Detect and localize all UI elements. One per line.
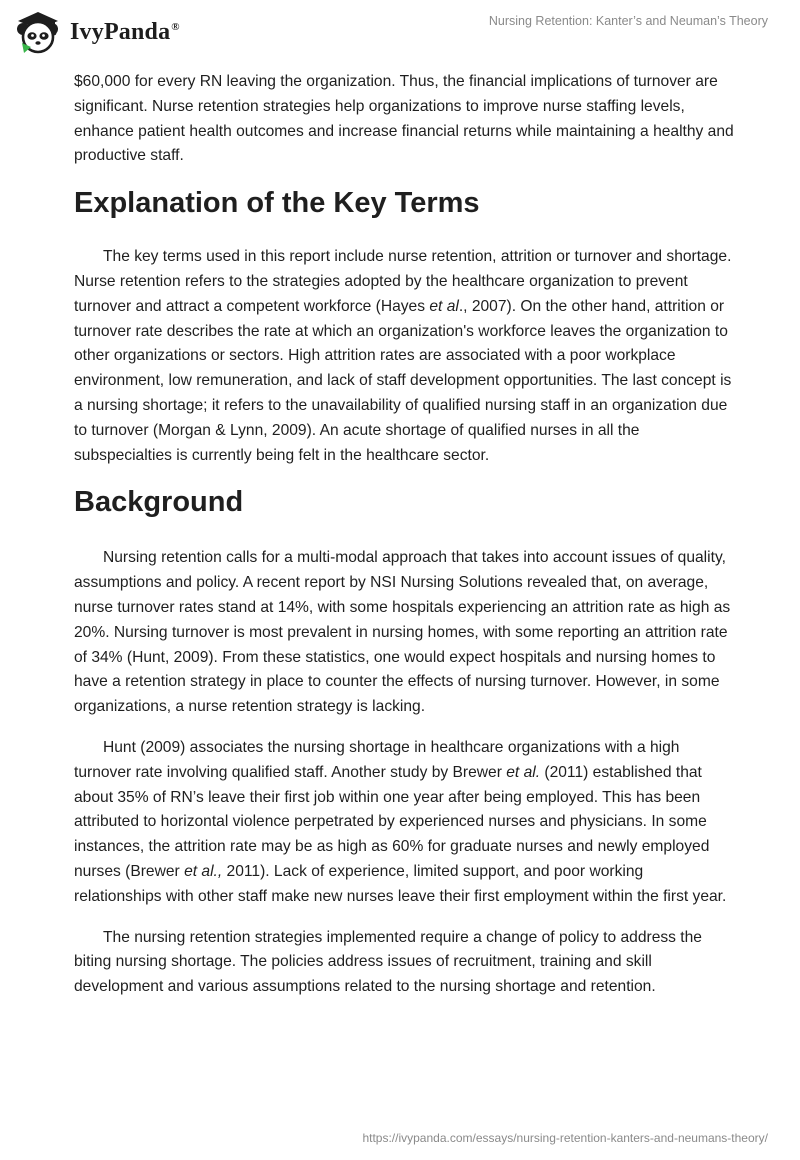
intro-paragraph: $60,000 for every RN leaving the organization. Thus, the financial implications of turnover are significant. Nurse retention strategies help organizations to improve nurse staffing levels, enhance patient health outcomes and increase financial returns while maintaining a healthy and productive staff. bbox=[74, 73, 734, 165]
panda-graduate-icon bbox=[14, 9, 62, 55]
background-paragraph-3: The nursing retention strategies implemented require a change of policy to address the biting nursing shortage. The policies address issues of recruitment, training and skill development and various assumptions related to the nursing shortage and retention. bbox=[74, 928, 702, 996]
brand-name: IvyPanda® bbox=[70, 18, 180, 45]
background-paragraph-2: Hunt (2009) associates the nursing shortage in healthcare organizations with a high turnover rate involving qualified staff. Another study by Brewer et al. (2011) established that about 35% of RN’s leave their first job within one year after being employed. This has been attributed to horizontal violence perpetrated by experienced nurses and physicians. In some instances, the attrition rate may be as high as 60% for graduate nurses and newly employed nurses (Brewer et al., 2011). Lack of experience, limited support, and poor working relationships with other staff make new nurses leave their first employment within the first year. bbox=[74, 738, 727, 905]
background-heading: Background bbox=[74, 486, 244, 519]
background-paragraph-1: Nursing retention calls for a multi-modal approach that takes into account issues of quality, assumptions and policy. A recent report by NSI Nursing Solutions revealed that, on average, nurse turnover rates stand at 14%, with some hospitals experiencing an attrition rate as high as 20%. Nursing turnover is most prevalent in nursing homes, with some reporting an attrition rate of 34% (Hunt, 2009). From these statistics, one would expect hospitals and nursing homes to have a retention strategy in place to counter the effects of nursing turnover. However, in some organizations, a nurse retention strategy is lacking. bbox=[74, 549, 731, 716]
running-title: Nursing Retention: Kanter’s and Neuman’s Theory bbox=[488, 14, 768, 28]
ivypanda-logo[interactable] bbox=[14, 9, 180, 55]
source-url-link[interactable]: https://ivypanda.com/essays/nursing-retention-kanters-and-neumans-theory/ bbox=[362, 1131, 768, 1145]
page-header bbox=[0, 0, 800, 68]
key-terms-heading: Explanation of the Key Terms bbox=[74, 187, 480, 220]
essay-content bbox=[74, 70, 734, 1016]
key-terms-paragraph: The key terms used in this report include nurse retention, attrition or turnover and shortage. Nurse retention refers to the strategies adopted by the healthcare organization to prevent turnover and attract a competent workforce (Hayes et al., 2007). On the other hand, attrition or turnover rate describes the rate at which an organization's workforce leaves the organization to other organizations or sectors. High attrition rates are associated with a poor workplace environment, low remuneration, and lack of staff development opportunities. The last concept is a nursing shortage; it refers to the unavailability of qualified nursing staff in an organization due to turnover (Morgan & Lynn, 2009). An acute shortage of qualified nurses in all the subspecialties is currently being felt in the healthcare sector. bbox=[74, 248, 732, 464]
